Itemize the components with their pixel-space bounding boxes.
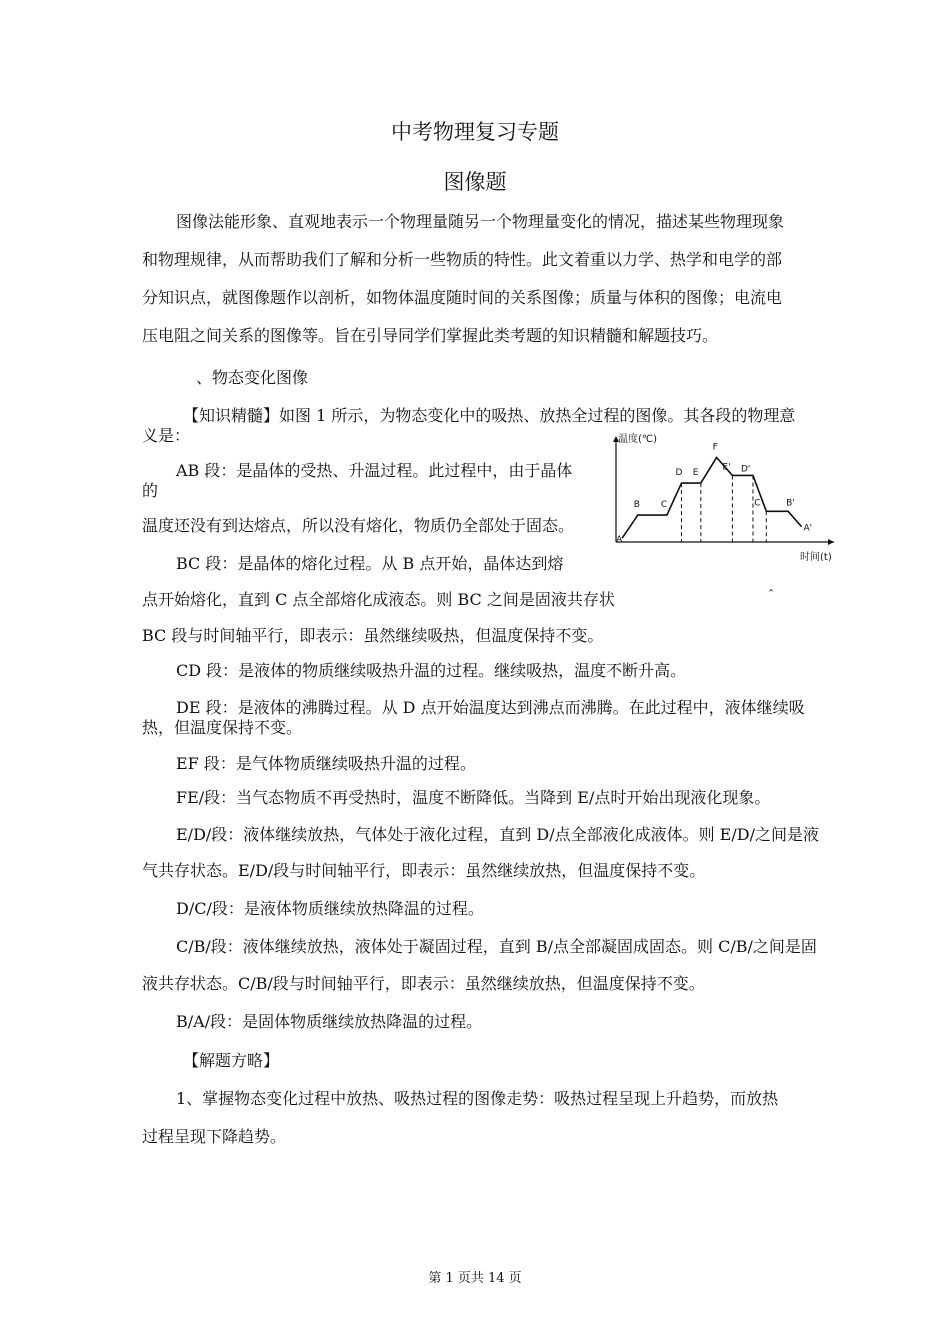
- segment-ed-line-2: 气共存状态。E/D/段与时间轴平行，即表示：虽然继续放热，但温度保持不变。: [142, 861, 706, 880]
- temperature-curve: [622, 458, 801, 539]
- chart-axes: [613, 436, 834, 545]
- chart-y-axis-label: 温度(℃): [618, 434, 658, 445]
- strategy-line-1: 1、掌握物态变化过程中放热、吸热过程的图像走势：吸热过程呈现上升趋势，而放热: [176, 1089, 779, 1108]
- segment-cd: CD 段：是液体的物质继续吸热升温的过程。继续吸热，温度不断升高。: [176, 661, 687, 680]
- point-label: B': [786, 498, 795, 509]
- point-label: C': [754, 498, 764, 509]
- point-label: E: [692, 468, 699, 479]
- segment-cb-line-2: 液共存状态。C/B/段与时间轴平行，即表示：虽然继续放热，但温度保持不变。: [142, 974, 705, 993]
- point-label: B: [633, 500, 640, 511]
- segment-dc: D/C/段：是液体物质继续放热降温的过程。: [176, 899, 484, 918]
- temperature-time-chart: [606, 432, 846, 564]
- knowledge-line-1: 【知识精髓】如图 1 所示，为物态变化中的吸热、放热全过程的图像。其各段的物理意: [183, 406, 796, 425]
- point-label: D: [675, 468, 683, 479]
- page-subtitle: 图像题: [443, 170, 507, 194]
- segment-ab-line-1: AB 段：是晶体的受热、升温过程。此过程中，由于晶体: [176, 461, 573, 480]
- point-label: E': [722, 462, 731, 473]
- segment-bc-line-2: 点开始熔化，直到 C 点全部熔化成液态。则 BC 之间是固液共存状: [142, 590, 615, 609]
- segment-ef: EF 段：是气体物质继续吸热升温的过程。: [176, 754, 476, 773]
- segment-bc-line-1: BC 段：是晶体的熔化过程。从 B 点开始，晶体达到熔: [176, 554, 564, 573]
- chart-point-labels: [616, 443, 812, 546]
- segment-ed-line-1: E/D/段：液体继续放热，气体处于液化过程，直到 D/点全部液化成液体。则 E/D/之间是液: [176, 825, 819, 844]
- intro-line-3: 分知识点，就图像题作以剖析，如物体温度随时间的关系图像；质量与体积的图像；电流电: [142, 288, 783, 307]
- point-label: F: [712, 442, 718, 453]
- point-label: A': [803, 523, 813, 534]
- segment-cb-line-1: C/B/段：液体继续放热，液体处于凝固过程，直到 B/点全部凝固成固态。则 C/B/之间是固: [176, 937, 817, 956]
- strategy-line-2: 过程呈现下降趋势。: [142, 1127, 287, 1146]
- point-label: A: [616, 535, 623, 546]
- segment-de-line-2: 热，但温度保持不变。: [142, 718, 303, 737]
- strategy-heading: 【解题方略】: [183, 1051, 280, 1070]
- page-title: 中考物理复习专题: [391, 120, 559, 144]
- point-label: D': [741, 464, 751, 475]
- segment-de-line-1: DE 段：是液体的沸腾过程。从 D 点开始温度达到沸点而沸腾。在此过程中，液体继续吸: [176, 698, 805, 717]
- section-heading: 、物态变化图像: [196, 368, 309, 387]
- point-label: C: [660, 500, 668, 511]
- intro-line-2: 和物理规律，从而帮助我们了解和分析一些物质的特性。此文着重以力学、热学和电学的部: [142, 250, 783, 269]
- knowledge-line-2: 义是：: [142, 426, 191, 445]
- page-footer: 第 1 页共 14 页: [428, 1271, 522, 1286]
- intro-line-1: 图像法能形象、直观地表示一个物理量随另一个物理量变化的情况，描述某些物理现象: [176, 212, 785, 231]
- segment-fe: FE/段：当气态物质不再受热时，温度不断降低。当降到 E/点时开始出现液化现象。: [176, 788, 771, 807]
- segment-ab-line-2: 的: [142, 481, 159, 500]
- chart-dashed-drops: [681, 475, 766, 542]
- stray-caret: ˆ: [768, 588, 774, 602]
- chart-curve: [622, 458, 801, 539]
- intro-line-4: 压电阻之间关系的图像等。旨在引导同学们掌握此类考题的知识精髓和解题技巧。: [142, 326, 719, 345]
- x-axis-arrow: [828, 539, 834, 545]
- segment-ab-line-3: 温度还没有到达熔点，所以没有熔化，物质仍全部处于固态。: [142, 516, 575, 535]
- segment-bc-line-3: BC 段与时间轴平行，即表示：虽然继续吸热，但温度保持不变。: [142, 626, 604, 645]
- segment-ba: B/A/段：是固体物质继续放热降温的过程。: [176, 1012, 483, 1031]
- chart-x-axis-label: 时间(t): [800, 552, 832, 563]
